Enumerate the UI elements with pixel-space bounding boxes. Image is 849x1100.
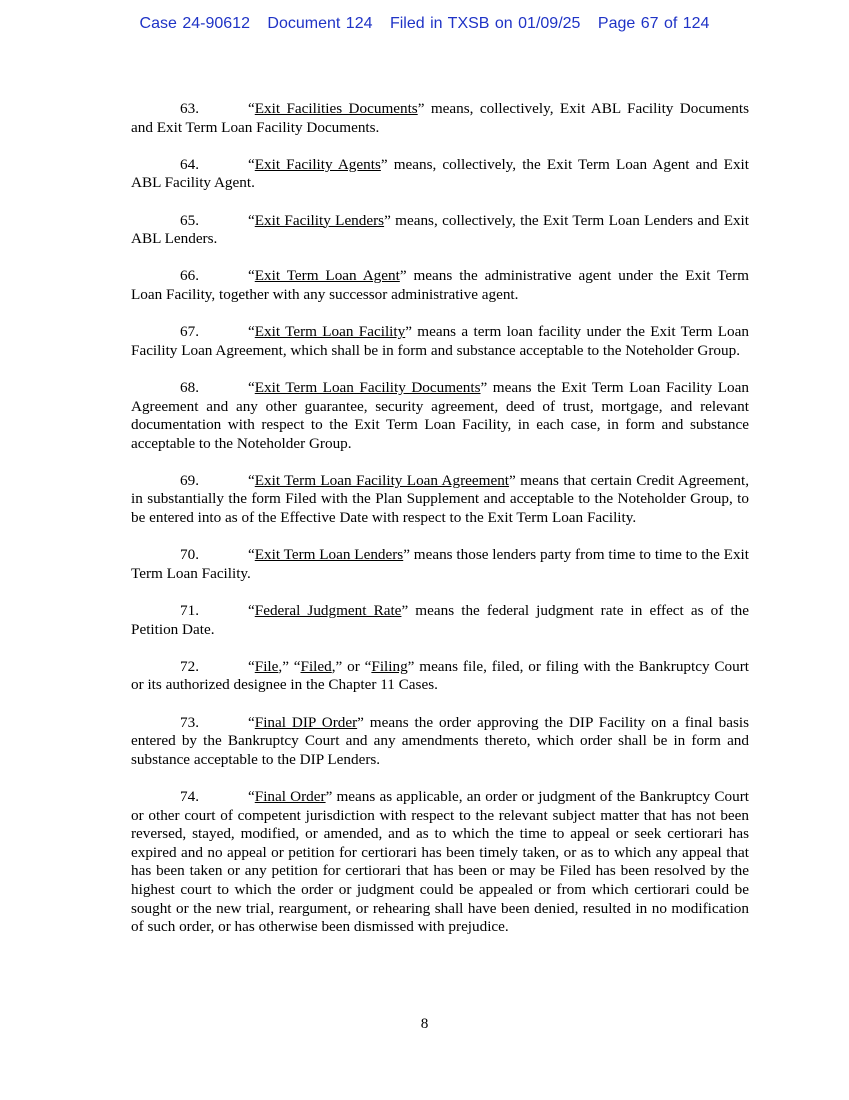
definition-paragraph: 74. “Final Order” means as applicable, an order or judgment of the Bankruptcy Court or other court of competent jurisdiction with respect to the relevant subject matter that has not been reversed, stayed, modified, or amended, and as to which the time to appeal or seek certiorari has expired and no appeal or petition for certiorari has been timely taken, or as to which any appeal that has been taken or any petition for certiorari that has been or may be Filed has been resolved by the highest court to which the order or judgment could be appealed or from which certiorari could be sought or the new trial, reargument, or rehearing shall have been denied, resulted in no modification of such order, or has otherwise been dismissed with prejudice. bbox=[131, 787, 750, 936]
definition-paragraph: 73. “Final DIP Order” means the order approving the DIP Facility on a final basis entered by the Bankruptcy Court and any amendments thereto, which order shall be in form and substance acceptable to the DIP Lenders. bbox=[131, 713, 749, 768]
defined-term: Federal Judgment Rate bbox=[254, 602, 402, 620]
definition-text: ” means that certain Credit Agreement, in substantially the form Filed with the Plan Supplement and acceptable to the Noteholder Group, to be entered into as of the Effective Date with respect to the Exit Term Loan Facility. bbox=[131, 471, 749, 527]
definition-paragraph: 67. “Exit Term Loan Facility” means a term loan facility under the Exit Term Loan Facility Loan Agreement, which shall be in form and substance acceptable to the Noteholder Group. bbox=[131, 323, 749, 359]
definition-paragraph: 63. “Exit Facilities Documents” means, collectively, Exit ABL Facility Documents and Exit Term Loan Facility Documents. bbox=[131, 100, 749, 136]
definition-text: ” means the federal judgment rate in effect as of the Petition Date. bbox=[131, 602, 750, 638]
definition-paragraph: 71. “Federal Judgment Rate” means the federal judgment rate in effect as of the Petition Date. bbox=[131, 602, 750, 638]
paragraph-number: 63. bbox=[180, 100, 199, 117]
defined-term: Filed bbox=[300, 657, 332, 675]
definition-paragraph: 66. “Exit Term Loan Agent” means the administrative agent under the Exit Term Loan Facility, together with any successor administrative agent. bbox=[131, 267, 749, 303]
paragraph-number: 65. bbox=[180, 211, 199, 229]
definition-text: ” means the order approving the DIP Facility on a final basis entered by the Bankruptcy Court and any amendments thereto, which order shall be in form and substance acceptable to the DIP Lenders. bbox=[131, 713, 749, 768]
document-body bbox=[131, 100, 749, 955]
document-number: Document 124 bbox=[267, 15, 373, 32]
definition-text: ” means those lenders party from time to time to the Exit Term Loan Facility. bbox=[131, 546, 749, 582]
filing-header bbox=[0, 15, 849, 33]
case-number: Case 24-90612 bbox=[139, 15, 250, 32]
defined-term: Exit Facility Lenders bbox=[254, 211, 385, 229]
defined-term: Exit Term Loan Agent bbox=[254, 267, 400, 285]
defined-term: Exit Term Loan Facility Documents bbox=[254, 378, 481, 396]
definition-text: ” means file, filed, or filing with the Bankruptcy Court or its authorized designee in the Chapter 11 Cases. bbox=[131, 657, 750, 694]
paragraph-number: 67. bbox=[180, 323, 199, 341]
definition-text: ” means a term loan facility under the Exit Term Loan Facility Loan Agreement, which shall be in form and substance acceptable to the Noteholder Group. bbox=[131, 323, 749, 359]
definition-paragraph: 69. “Exit Term Loan Facility Loan Agreement” means that certain Credit Agreement, in substantially the form Filed with the Plan Supplement and acceptable to the Noteholder Group, to be entered into as of the Effective Date with respect to the Exit Term Loan Facility. bbox=[131, 471, 749, 527]
defined-term: Filing bbox=[371, 657, 408, 675]
definition-paragraph: 64. “Exit Facility Agents” means, collectively, the Exit Term Loan Agent and Exit ABL Facility Agent. bbox=[131, 155, 749, 192]
paragraph-number: 71. bbox=[180, 602, 199, 620]
defined-term: Exit Term Loan Lenders bbox=[254, 546, 404, 564]
defined-term: File bbox=[254, 657, 279, 675]
page-info: Page 67 of 124 bbox=[597, 15, 710, 32]
defined-term: Exit Term Loan Facility bbox=[254, 323, 406, 341]
paragraph-number: 69. bbox=[180, 471, 199, 489]
defined-term: Exit Term Loan Facility Loan Agreement bbox=[254, 471, 510, 489]
definition-paragraph: 65. “Exit Facility Lenders” means, collectively, the Exit Term Loan Lenders and Exit ABL Lenders. bbox=[131, 211, 750, 248]
page-number: 8 bbox=[420, 1015, 429, 1032]
definition-text: ” means, collectively, Exit ABL Facility Documents and Exit Term Loan Facility Documents. bbox=[131, 100, 749, 136]
paragraph-number: 64. bbox=[180, 155, 199, 173]
defined-term: Exit Facilities Documents bbox=[254, 100, 418, 117]
paragraph-number: 72. bbox=[180, 657, 199, 675]
paragraph-number: 74. bbox=[180, 787, 199, 805]
filed-info: Filed in TXSB on 01/09/25 bbox=[389, 15, 581, 32]
definition-paragraph: 68. “Exit Term Loan Facility Documents” means the Exit Term Loan Facility Loan Agreement and any other guarantee, security agreement, deed of trust, mortgage, and relevant documentation with respect to the Exit Term Loan Facility, in each case, in form and substance acceptable to the Noteholder Group. bbox=[131, 378, 749, 452]
paragraph-number: 66. bbox=[180, 267, 199, 285]
defined-term: Exit Facility Agents bbox=[254, 155, 381, 173]
paragraph-number: 70. bbox=[180, 546, 199, 564]
definition-text: ” means, collectively, the Exit Term Loan Agent and Exit ABL Facility Agent. bbox=[131, 155, 749, 192]
definition-paragraph: 72. “File,” “Filed,” or “Filing” means file, filed, or filing with the Bankruptcy Court or its authorized designee in the Chapter 11 Cases. bbox=[131, 657, 750, 694]
paragraph-number: 73. bbox=[180, 713, 199, 731]
definition-text: ” means the administrative agent under the Exit Term Loan Facility, together with any successor administrative agent. bbox=[131, 267, 749, 303]
definition-paragraph: 70. “Exit Term Loan Lenders” means those lenders party from time to time to the Exit Term Loan Facility. bbox=[131, 546, 749, 582]
definition-text: ” means the Exit Term Loan Facility Loan Agreement and any other guarantee, security agreement, deed of trust, mortgage, and relevant documentation with respect to the Exit Term Loan Facility, in each case, in form and substance acceptable to the Noteholder Group. bbox=[131, 378, 749, 452]
defined-term: Final Order bbox=[254, 787, 326, 805]
paragraph-number: 68. bbox=[180, 378, 199, 396]
definition-text: ” means, collectively, the Exit Term Loan Lenders and Exit ABL Lenders. bbox=[131, 211, 750, 248]
definition-text: ” means as applicable, an order or judgment of the Bankruptcy Court or other court of competent jurisdiction with respect to the relevant subject matter that has not been reversed, stayed, modified, or amended, and as to which the time to appeal or seek certiorari has expired and no appeal or petition for certiorari has been timely taken, or as to which any appeal that has been taken or any petition for certiorari that has been or may be Filed has been resolved by the highest court to which the order or judgment could be appealed or from which certiorari could be sought or the new trial, reargument, or rehearing shall have been denied, resulted in no modification of such order, or has otherwise been dismissed with prejudice. bbox=[131, 787, 750, 936]
defined-term: Final DIP Order bbox=[254, 713, 358, 731]
